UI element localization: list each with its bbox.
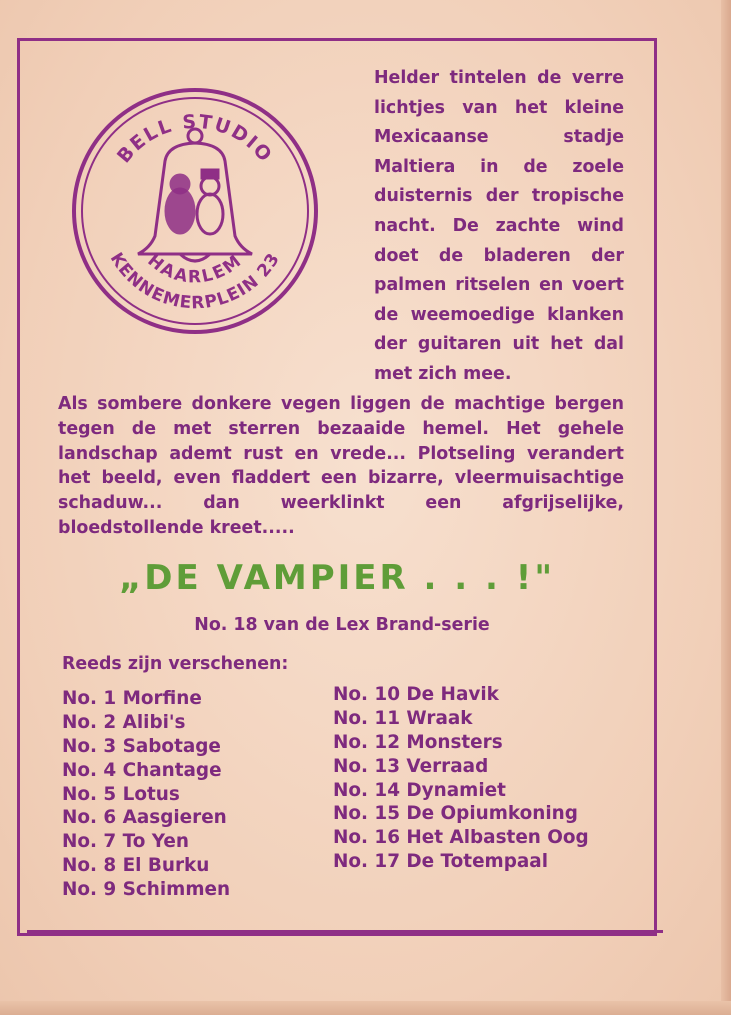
- list-item: No. 1 Morfine: [62, 688, 202, 709]
- published-heading: Reeds zijn verschenen:: [62, 654, 289, 674]
- list-item: No. 8 El Burku: [62, 855, 210, 877]
- list-item: No. 3 Sabotage: [62, 735, 221, 757]
- list-item: No. 12 Monsters: [333, 731, 503, 753]
- published-list-left: [62, 687, 230, 902]
- series-line: No. 18 van de Lex Brand-serie: [194, 615, 490, 635]
- list-item: No. 16 Het Albasten Oog: [333, 827, 589, 849]
- list-item: No. 5 Lotus: [62, 783, 180, 805]
- list-item: No. 4 Chantage: [62, 759, 222, 781]
- svg-text:BELL STUDIO: [113, 111, 277, 168]
- bell-with-figures-icon: [138, 129, 252, 261]
- list-item: No. 10 De Havik: [333, 684, 499, 705]
- list-item: No. 13 Verraad: [333, 755, 489, 777]
- list-item: No. 6 Aasgieren: [62, 807, 227, 829]
- book-title: „DE VAMPIER . . . !": [118, 558, 556, 598]
- stamp-city: HAARLEM: [143, 250, 247, 288]
- page-edge-bottom: [0, 1001, 731, 1015]
- list-item: No. 11 Wraak: [333, 707, 473, 729]
- story-teaser-paragraph: Als sombere donkere vegen liggen de machtige bergen tegen de met sterren bezaaide hemel. Het gehele landschap ademt rust en vrede... Plotseling verandert het beeld, even fladdert een bizarre, vleermuisachtige schaduw... dan weerklinkt een afgrijselijke, bloedstollende kreet.....: [58, 394, 624, 538]
- list-item: No. 17 De Totempaal: [333, 851, 549, 873]
- stamp-studio-name: BELL STUDIO: [112, 110, 277, 168]
- intro-paragraph: Helder tintelen de verre lichtjes van het kleine Mexicaanse stadje Maltiera in de zoele duisternis der tropische nacht. De zachte wind doet de bladeren der palmen ritselen en voert de weemoedige klanken der guitaren uit het dal met zich mee.: [374, 68, 624, 384]
- list-item: No. 9 Schimmen: [62, 879, 231, 901]
- border-frame-bottom: [27, 930, 663, 933]
- list-item: No. 2 Alibi's: [62, 711, 186, 733]
- published-list-right: [333, 683, 589, 874]
- page-edge-right: [721, 0, 731, 1015]
- list-item: No. 7 To Yen: [62, 831, 189, 853]
- svg-text:HAARLEM: [144, 250, 247, 287]
- stamp-address: KENNEMERPLEIN 23: [105, 249, 285, 314]
- list-item: No. 15 De Opiumkoning: [333, 803, 578, 825]
- list-item: No. 14 Dynamiet: [333, 779, 506, 801]
- bell-studio-stamp: [70, 86, 320, 336]
